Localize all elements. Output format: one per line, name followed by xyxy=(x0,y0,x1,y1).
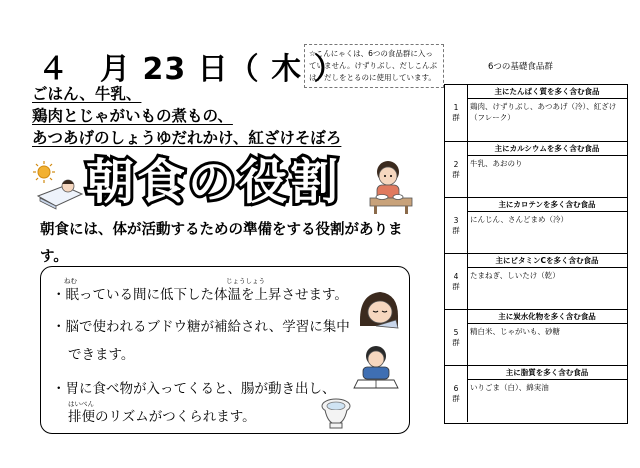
group-foods: 精白米、じゃがいも、砂糖 xyxy=(470,327,560,336)
group-foods: にんじん、さんどまめ（冷） xyxy=(470,215,568,224)
topic-intro: 朝食には、体が活動するための準備をする役割があります。 xyxy=(40,222,403,265)
group-heading: 主に脂質を多く含む食品 xyxy=(467,366,627,380)
group-number: 4 群 xyxy=(445,254,468,310)
group-row-5 xyxy=(445,309,627,366)
menu-line-2: 鶏肉とじゃがいもの煮もの、 xyxy=(32,107,233,125)
group-foods: たまねぎ、しいたけ（乾） xyxy=(470,271,560,280)
sleeping-child-icon xyxy=(30,160,85,210)
group-number: 6 群 xyxy=(445,366,468,422)
food-group-table xyxy=(444,84,628,424)
group-foods: 牛乳、あおのり xyxy=(470,159,523,168)
menu-line-1: ごはん、牛乳、 xyxy=(32,85,142,103)
ruby-joushou: じょうしょう xyxy=(226,277,265,285)
group-row-4 xyxy=(445,253,627,310)
topic-title: 朝食の役割 xyxy=(86,154,342,210)
group-heading: 主に炭水化物を多く含む食品 xyxy=(467,310,627,324)
food-group-title: 6つの基礎食品群 xyxy=(488,62,553,72)
group-number: 5 群 xyxy=(445,310,468,366)
group-row-6 xyxy=(445,365,627,423)
group-foods: いりごま（白）、綿実油 xyxy=(470,383,549,392)
sleeping-head-icon xyxy=(356,286,400,328)
group-heading: 主にたんぱく質を多く含む食品 xyxy=(467,85,627,99)
group-heading: 主にビタミンCを多く含む食品 xyxy=(467,254,627,268)
date-heading: ４ 月 23 日（ 木 ） xyxy=(38,52,345,87)
group-number: 1 群 xyxy=(445,85,468,141)
group-heading: 主にカルシウムを多く含む食品 xyxy=(467,142,627,156)
studying-boy-icon xyxy=(350,344,402,390)
ruby-nemu: ねむ xyxy=(64,277,77,285)
group-row-3 xyxy=(445,197,627,254)
group-number: 3 群 xyxy=(445,198,468,254)
role-item-2-line-1: ・脳で使われるブドウ糖が補給され、学習に集中 xyxy=(52,319,350,335)
role-item-3-line-1: ・胃に食べ物が入ってくると、腸が動き出し、 xyxy=(52,381,336,397)
group-heading: 主にカロテンを多く含む食品 xyxy=(467,198,627,212)
konnyaku-note: ☆こんにゃくは、6つの食品群に入っていません。けずりぶし、だしこんぶは、だしをとるのに使用しています。 xyxy=(304,44,444,88)
group-row-2 xyxy=(445,141,627,198)
toilet-icon xyxy=(316,392,356,430)
girl-eating-icon xyxy=(368,158,414,214)
role-item-3-line-2: 排便のリズムがつくられます。 xyxy=(68,409,256,425)
group-row-1 xyxy=(445,85,627,141)
role-item-1: ・眠っている間に低下した体温を上昇させます。 xyxy=(52,287,348,303)
ruby-haiben: はいべん xyxy=(68,400,94,408)
group-foods: 鶏肉、けずりぶし、あつあげ（冷）、紅ざけ（フレーク） xyxy=(470,102,617,122)
menu-line-3: あつあげのしょうゆだれかけ、紅ざけそぼろ xyxy=(32,129,342,147)
group-number: 2 群 xyxy=(445,142,468,198)
role-item-2-line-2: できます。 xyxy=(68,347,135,363)
